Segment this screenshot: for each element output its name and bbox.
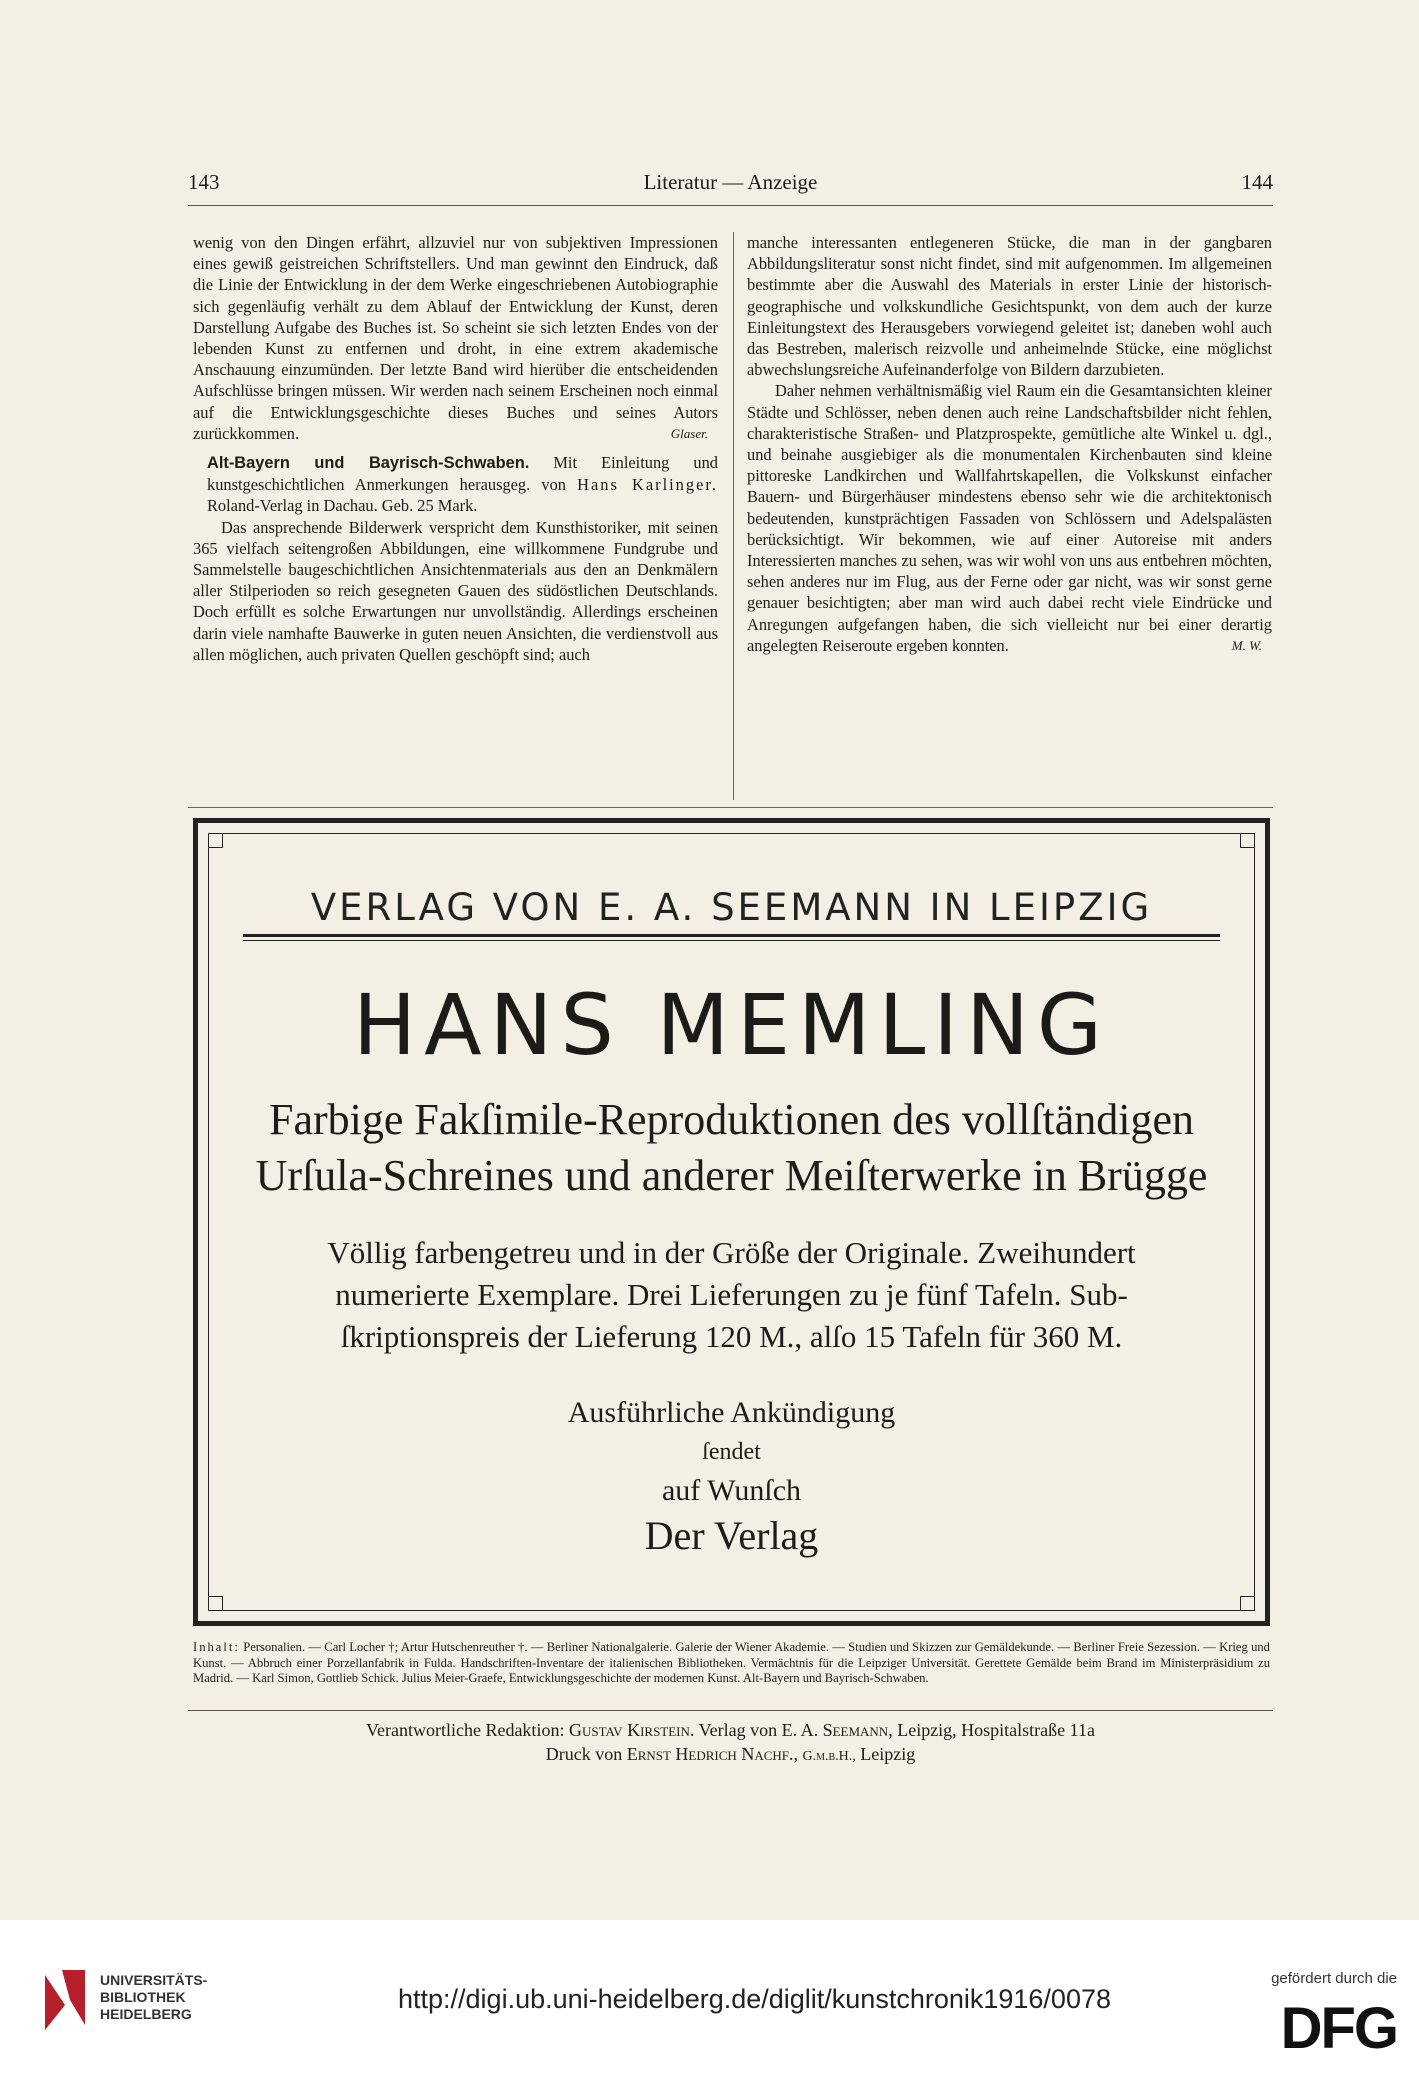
ad-subtitle: Farbige Fakſimile-Reproduktionen des vollſtändigen Urſula-Schreines und anderer Meiſterwerke in Brügge [255, 1095, 1208, 1200]
contents-label: Inhalt: [193, 1640, 240, 1654]
library-name: UNIVERSITÄTS- BIBLIOTHEK HEIDELBERG [100, 1972, 208, 2022]
ad-description: Völlig farbengetreu und in der Größe der Originale. Zweihundert numerierte Exemplare. Drei Lieferungen zu je fünf Tafeln. Sub- ſkriptionspreis der Lieferung 120 M., alſo 15 Tafeln für 360 M. [327, 1235, 1136, 1354]
review-paragraph: manche interessanten entlegeneren Stücke, die man in der gangbaren Abbildungsliteratur sonst nicht findet, sind mit aufgenommen. Im allgemeinen bestimmte aber die Auswahl des Materials in erster Linie der historisch-geographische und volkskundliche Gesichtspunkt, von dem auch der kurze Einleitungstext des Herausgebers vorwiegend geleitet ist; daneben wohl auch das Bestreben, malerisch reizvolle und anheimelnde Stücke, eine möglichst abwechslungsreiche Aufeinanderfolge von Bildern darzubieten. [747, 233, 1272, 380]
book-title: Alt-Bayern und Bayrisch-Schwaben. [207, 454, 530, 473]
frame-corner [208, 1596, 223, 1611]
header-rule [188, 205, 1273, 206]
ad-title: HANS MEMLING [352, 976, 1110, 1074]
book-entry: Alt-Bayern und Bayrisch-Schwaben. Mit Einleitung und kunstgeschichtlichen Anmerkungen herausgeg. von Hans Karlinger. Roland-Verlag in Dachau. Geb. 25 Mark. [207, 453, 718, 516]
review-paragraph: Das ansprechende Bilderwerk verspricht dem Kunsthistoriker, mit seinen 365 vielfach seitengroßen Abbildungen, eine willkommene Fundgrube und Sammelstelle baugeschichtlichen Ansichtenmaterials aus den an Denkmälern aller Stilperioden so reich gesegneten Gauen des südöstlichen Deutschlands. Doch erfüllt es solche Erwartungen nur unvollständig. Allerdings erscheinen darin viele namhafte Bauwerke in guten neuen Ansichten, die verdienstvoll aus allen möglichen, auch privaten Quellen geschöpft sind; auch [193, 517, 718, 664]
columns-bottom-rule [188, 807, 1273, 808]
dfg-logo: DFG [1280, 1996, 1397, 2061]
funded-by-label: gefördert durch die [1271, 1970, 1397, 1987]
ad-notice: Ausführliche Ankündigung ſendet auf Wunſch Der Verlag [567, 1396, 896, 1558]
university-library-logo-icon [40, 1965, 90, 2035]
digitization-footer [0, 1920, 1419, 2073]
advertisement-inner-frame [208, 833, 1255, 1611]
contents-rule [188, 1710, 1273, 1711]
running-title: Literatur — Anzeige [643, 170, 818, 194]
ad-publisher: VERLAG VON E. A. SEEMANN IN LEIPZIG [310, 886, 1153, 929]
reviewer-signature: M. W. [1231, 637, 1262, 653]
ad-rule [243, 934, 1220, 937]
contents-text: Personalien. — Carl Locher †; Artur Hutschenreuther †. — Berliner Nationalgalerie. Galerie der Wiener Akademie. — Studien und Skizzen zur Gemäldekunde. — Berliner Freie Sezession. — Krieg und Kunst. — Abbruch einer Porzellanfabrik in Fulda. Handschriften-Inventare der italienischen Bibliotheken. Vermächtnis für die Leipziger Universität. Gerettete Gemälde beim Brand im Ministerpräsidium zu Madrid. — Karl Simon, Gottlieb Schick. Julius Meier-Graefe, Entwicklungsgeschichte der modernen Kunst. Alt-Bayern und Bayrisch-Schwaben. [193, 1640, 1270, 1685]
review-paragraph: Daher nehmen verhältnismäßig viel Raum ein die Gesamtansichten kleiner Städte und Schlösser, neben denen auch reine Landschaftsbilder nicht fehlen, charakteristische Straßen- und Platzprospekte, gemütliche alte Winkel u. dgl., und beinahe ausgiebiger als die monumentalen Kirchenbauten sind kleine pittoreske Landkirchen und Wallfahrtskapellen, die Volkskunst einfacher Bauern- und Bürgerhäuser mindestens ebenso sehr wie die architektonisch bedeutenden, kunstprächtigen Fassaden von Schlössern und Adelspalästen berücksichtigt. Wir bekommen, wie auf einer Autoreise mit anders Interessierten manches zu sehen, was wir wohl von uns aus entbehren möchten, sehen anderes nur im Flug, aus der Ferne oder gar nicht, was wir sonst gerne genauer besichtigten; aber man wird auch dabei recht viele Eindrücke und Anregungen aufgefangen haben, die sich vielleicht nur bei einer derartig angelegten Reiseroute ergeben konnten. M. W. [747, 381, 1272, 655]
frame-corner [1240, 833, 1255, 848]
advertisement-frame [193, 818, 1270, 1626]
running-header [188, 170, 1273, 200]
left-column [193, 232, 718, 665]
frame-corner [1240, 1596, 1255, 1611]
column-divider [733, 232, 734, 800]
review-paragraph: wenig von den Dingen erfährt, allzuviel nur von subjektiven Impressionen eines gewiß geistreichen Schriftstellers. Und man gewinnt den Eindruck, daß die Linie der Entwicklung in der dem Werke eingeschriebenen Autobiographie sich gegenläufig verhält zu dem Ablauf der Entwicklung der Kunst, deren Darstellung Aufgabe des Buches ist. So scheint sie sich letzten Endes von der lebenden Kunst zu entfernen und droht, in eine extrem akademische Anschauung einzumünden. Der letzte Band wird hierüber die entscheidenden Aufschlüsse bringen müssen. Wir werden nach seinem Erscheinen noch einmal auf die Entwicklungsgeschichte dieses Buches und seines Autors zurückkommen. Glaser. [193, 233, 718, 443]
page-number-right: 144 [1241, 170, 1273, 194]
page-number-left: 143 [188, 170, 220, 194]
right-column [747, 232, 1272, 656]
reviewer-signature: Glaser. [670, 425, 708, 441]
ad-rule [243, 940, 1220, 941]
imprint: Verantwortliche Redaktion: Gustav Kirstein. Verlag von E. A. Seemann, Leipzig, Hospitalstraße 11a Druck von Ernst Hedrich Nachf., G.m.b.H., Leipzig [366, 1720, 1095, 1764]
permalink-url[interactable]: http://digi.ub.uni-heidelberg.de/diglit/kunstchronik1916/0078 [398, 1984, 1111, 2014]
book-author: Hans Karlinger. [577, 475, 718, 495]
table-of-contents [193, 1640, 1270, 1687]
frame-corner [208, 833, 223, 848]
